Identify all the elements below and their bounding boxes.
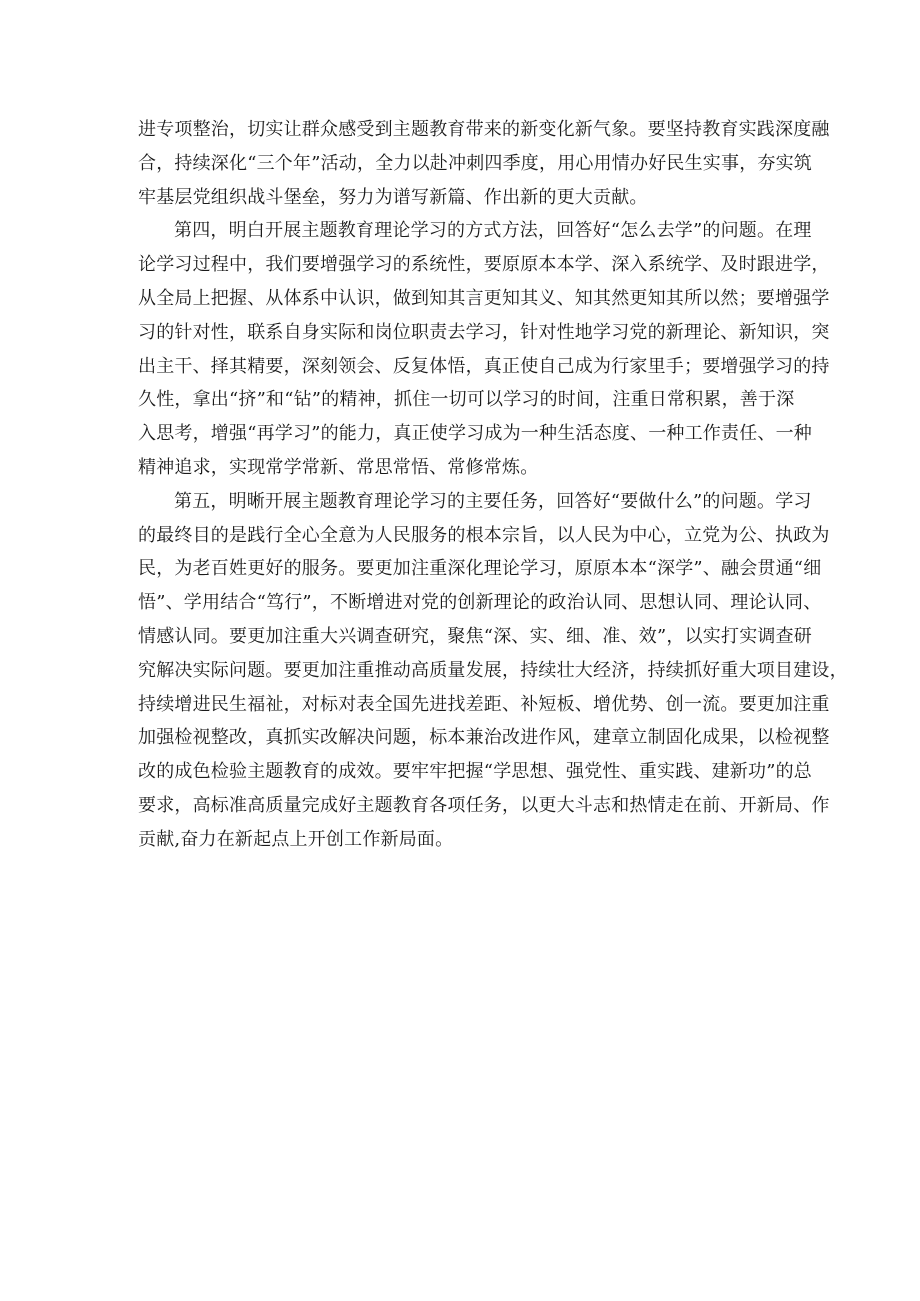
text-line: 进专项整治，切实让群众感受到主题教育带来的新变化新气象。要坚持教育实践深度融 [138,119,830,140]
text-line: 从全局上把握、从体系中认识，做到知其言更知其义、知其然更知其所以然；要增强学 [138,287,830,309]
text-line: 牢基层党组织战斗堡垒，努力为谱写新篇、作出新的更大贡献。 [138,186,648,208]
text-line: 民，为老百姓更好的服务。要更加注重深化理论学习，原原本本“深学”、融会贯通“细 [138,558,822,580]
text-line: 悟”、学用结合“笃行”，不断增进对党的创新理论的政治认同、思想认同、理论认同、 [138,592,822,614]
document-body [138,113,848,857]
paragraph-fifth [138,485,848,857]
text-line: 第四，明白开展主题教育理论学习的方式方法，回答好“怎么去学”的问题。在理 [174,220,812,242]
text-line: 加强检视整改，真抓实改解决问题，标本兼治改进作风，建章立制固化成果，以检视整 [138,727,830,749]
text-line: 合，持续深化“三个年”活动，全力以赴冲刺四季度，用心用情办好民生实事，夯实筑 [138,152,813,174]
text-line: 要求，高标准高质量完成好主题教育各项任务，以更大斗志和热情走在前、开新局、作 [138,794,830,816]
paragraph-fourth [138,214,830,484]
text-line: 的最终目的是践行全心全意为人民服务的根本宗旨，以人民为中心，立党为公、执政为 [138,524,830,546]
text-line: 论学习过程中，我们要增强学习的系统性，要原原本本学、深入系统学、及时跟进学， [138,254,830,276]
text-line: 贡献,奋力在新起点上开创工作新局面。 [138,828,454,850]
text-line: 究解决实际问题。要更加注重推动高质量发展，持续壮大经济，持续抓好重大项目建设， [138,659,848,681]
text-line: 精神追求，实现常学常新、常思常悟、常修常炼。 [138,456,539,478]
text-line: 习的针对性，联系自身实际和岗位职责去学习，针对性地学习党的新理论、新知识，突 [138,321,830,343]
text-line: 出主干、择其精要，深刻领会、反复体悟，真正使自己成为行家里手；要增强学习的持 [138,355,830,377]
text-line: 久性，拿出“挤”和“钻”的精神，抓住一切可以学习的时间，注重日常积累，善于深 [138,389,795,411]
text-line: 第五，明晰开展主题教育理论学习的主要任务，回答好“要做什么”的问题。学习 [174,490,812,512]
text-line: 情感认同。要更加注重大兴调查研究，聚焦“深、实、细、准、效”，以实打实调查研 [138,625,813,647]
text-line: 持续增进民生福祉，对标对表全国先进找差距、补短板、增优势、创一流。要更加注重 [138,693,830,715]
text-line: 改的成色检验主题教育的成效。要牢牢把握“学思想、强党性、重实践、建新功”的总 [138,761,813,783]
text-line: 入思考，增强“再学习”的能力，真正使学习成为一种生活态度、一种工作责任、一种 [138,423,813,445]
paragraph-continuation [138,113,830,214]
